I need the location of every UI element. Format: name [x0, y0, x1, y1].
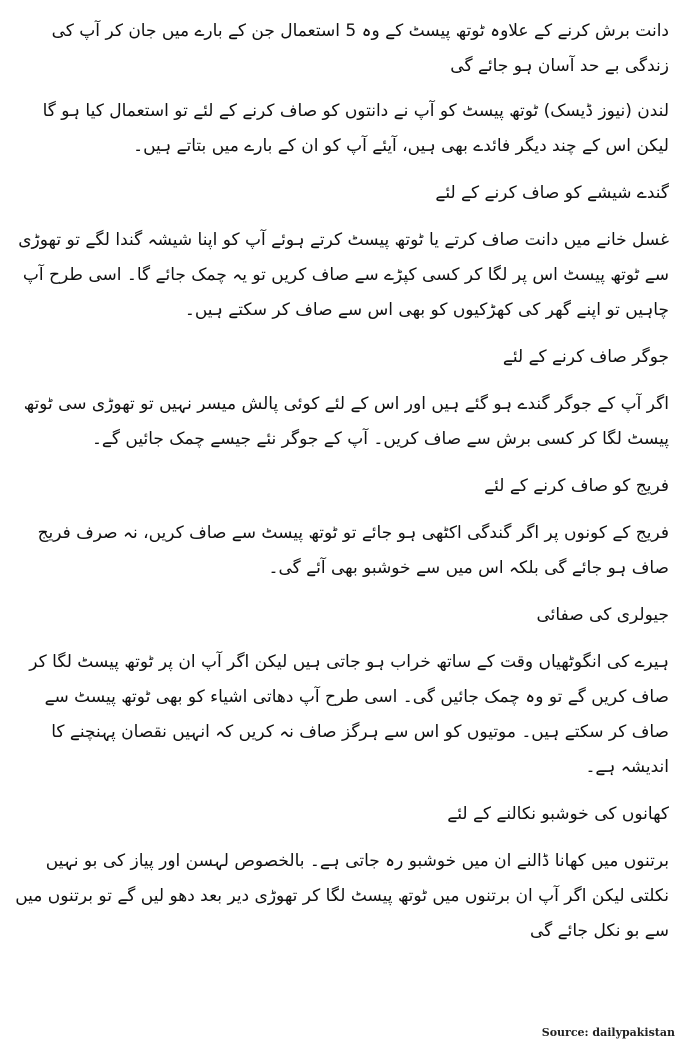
section-heading-mirror: گندے شیشے کو صاف کرنے کے لئے	[435, 183, 669, 203]
source-credit: Source: dailypakistan	[541, 1026, 675, 1039]
section-body-fridge: فریج کے کونوں پر اگر گندگی اکٹھی ہو جائے تو ٹوتھ پیسٹ سے صاف کریں، نہ صرف فریج صاف ہو جائے گی بلکہ اس میں سے خوشبو بھی آئے گی۔	[37, 523, 669, 578]
section-heading-fridge: فریج کو صاف کرنے کے لئے	[484, 476, 669, 496]
section-body-jewelry: ہیرے کی انگوٹھیاں وقت کے ساتھ خراب ہو جاتی ہیں لیکن اگر آپ ان پر ٹوتھ پیسٹ لگا کر صاف کریں گے تو وہ چمک جائیں گی۔ اسی طرح آپ دھاتی اشیاء کو بھی ٹوتھ پیسٹ سے صاف کر سکتے ہیں۔ موتیوں کو اس سے ہرگز صاف نہ کریں کہ انہیں نقصان پہنچنے کا اندیشہ ہے۔	[29, 652, 669, 777]
section-body-mirror: غسل خانے میں دانت صاف کرتے یا ٹوتھ پیسٹ کرتے ہوئے آپ کو اپنا شیشہ گندا لگے تو تھوڑی سے ٹوتھ پیسٹ اس پر لگا کر کسی کپڑے سے صاف کریں تو یہ چمک جائے گا۔ اسی طرح آپ چاہیں تو اپنے گھر کی کھڑکیوں کو بھی اس سے صاف کر سکتے ہیں۔	[18, 230, 669, 320]
section-body-food-smell: برتنوں میں کھانا ڈالنے ان میں خوشبو رہ جاتی ہے۔ بالخصوص لہسن اور پیاز کی بو نہیں نکلتی لیکن اگر آپ ان برتنوں میں ٹوتھ پیسٹ لگا کر تھوڑی دیر بعد دھو لیں گے تو برتنوں میں سے بو نکل جائے گی	[15, 851, 669, 941]
article-intro: لندن (نیوز ڈیسک) ٹوتھ پیسٹ کو آپ نے دانتوں کو صاف کرنے کے لئے تو استعمال کیا ہو گا لیکن اس کے چند دیگر فائدے بھی ہیں، آیئے آپ کو ان کے بارے میں بتاتے ہیں۔	[42, 101, 669, 156]
article-title: دانت برش کرنے کے علاوہ ٹوتھ پیسٹ کے وہ 5 استعمال جن کے بارے میں جان کر آپ کی زندگی بے حد آسان ہو جائے گی	[51, 21, 669, 76]
section-heading-food-smell: کھانوں کی خوشبو نکالنے کے لئے	[447, 804, 669, 824]
section-body-joggers: اگر آپ کے جوگر گندے ہو گئے ہیں اور اس کے لئے کوئی پالش میسر نہیں تو تھوڑی سی ٹوتھ پیسٹ لگا کر کسی برش سے صاف کریں۔ آپ کے جوگر نئے جیسے چمک جائیں گے۔	[23, 394, 669, 449]
section-heading-jewelry: جیولری کی صفائی	[536, 605, 669, 625]
section-heading-joggers: جوگر صاف کرنے کے لئے	[502, 347, 669, 367]
